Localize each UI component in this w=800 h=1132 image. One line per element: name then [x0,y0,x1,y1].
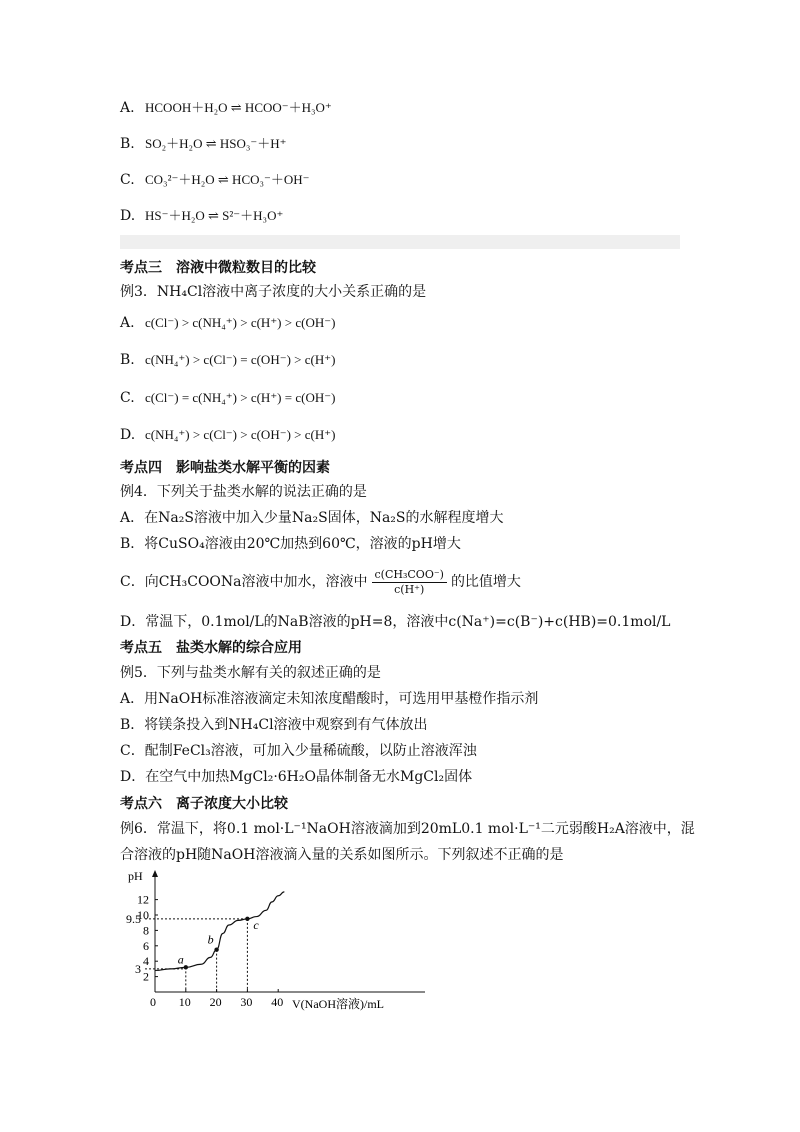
example3-question: 例3．NH₄Cl溶液中离子浓度的大小关系正确的是 [120,284,427,300]
example3-option-a-formula: c(Cl⁻) > c(NH₄⁺) > c(H⁺) > c(OH⁻) [145,315,336,330]
example4-option-c-suffix: 的比值增大 [450,574,521,590]
origin-label: 0 [150,995,156,1009]
x-axis-label: V(NaOH溶液)/mL [292,997,384,1011]
y-tick-label: 8 [143,923,149,938]
y-special-label: 3 [135,961,141,976]
concentration-ratio-fraction [372,568,447,597]
q2-option-b-formula: SO₂＋H₂O ⇌ HSO₃⁻＋H⁺ [145,136,287,151]
section6-heading: 考点六 离子浓度大小比较 [120,796,288,812]
y-tick-label: 2 [143,969,149,984]
titration-curve-chart [120,868,440,1018]
example6-question-line1: 例6．常温下，将0.1 mol·L⁻¹NaOH溶液滴加到20mL0.1 mol·L⁻¹二元弱酸H₂A溶液中，混 [120,821,695,837]
example3-option-c-formula: c(Cl⁻) = c(NH₄⁺) > c(H⁺) = c(OH⁻) [145,390,336,405]
fraction-denominator: c(H⁺) [394,582,425,596]
example3-option-d-formula: c(NH₄⁺) > c(Cl⁻) > c(OH⁻) > c(H⁺) [145,427,336,442]
point-label-c: c [253,917,259,932]
example3-option-c-letter: C. [120,390,135,406]
example3-option-a-letter: A. [120,315,135,331]
section5-heading: 考点五 盐类水解的综合应用 [120,640,302,656]
y-tick-label: 12 [137,892,149,907]
section3-heading: 考点三 溶液中微粒数目的比较 [120,260,316,276]
section-divider [120,235,680,249]
example5-option-b: B．将镁条投入到NH₄Cl溶液中观察到有气体放出 [120,717,428,733]
point-c [245,917,249,921]
point-label-b: b [207,932,214,947]
example3-option-b-letter: B. [120,352,135,368]
point-label-a: a [177,952,184,967]
fraction-numerator: c(CH₃COO⁻) [372,568,447,583]
example4-option-c-prefix: C．向CH₃COONa溶液中加水，溶液中 [120,574,368,590]
point-a [184,965,188,969]
example3-option-b-formula: c(NH₄⁺) > c(Cl⁻) = c(OH⁻) > c(H⁺) [145,352,336,367]
x-tick-label: 10 [178,995,191,1009]
y-tick-label: 6 [143,938,149,953]
y-special-label: 9.5 [126,911,141,926]
x-tick-label: 40 [271,995,284,1009]
example5-option-a: A．用NaOH标准溶液滴定未知浓度醋酸时，可选用甲基橙作指示剂 [120,691,539,707]
y-axis-arrow [152,870,158,877]
example4-option-c [120,562,521,602]
y-tick-label: 10 [137,908,149,922]
y-tick-label: 4 [143,954,149,969]
example4-question: 例4．下列关于盐类水解的说法正确的是 [120,484,367,500]
x-tick-label: 30 [240,995,253,1009]
example5-question: 例5．下列与盐类水解有关的叙述正确的是 [120,665,381,681]
q2-option-b-letter: B. [120,136,135,152]
example6-question-line2: 合溶液的pH随NaOH溶液滴入量的关系如图所示。下列叙述不正确的是 [120,847,564,863]
example4-option-a: A．在Na₂S溶液中加入少量Na₂S固体，Na₂S的水解程度增大 [120,510,504,526]
point-b [214,947,218,951]
example5-option-c: C．配制FeCl₃溶液，可加入少量稀硫酸，以防止溶液浑浊 [120,743,477,759]
q2-option-d-letter: D. [120,208,136,224]
dashed-guides [145,919,247,992]
y-ticks [126,893,158,984]
q2-option-a-letter: A. [120,100,135,116]
q2-option-a-formula: HCOOH＋H₂O ⇌ HCOO⁻＋H₃O⁺ [145,100,332,115]
y-axis-label: pH [128,869,143,883]
x-tick-label: 20 [209,995,222,1009]
q2-option-c-letter: C. [120,172,135,188]
example4-option-b: B．将CuSO₄溶液由20℃加热到60℃，溶液的pH增大 [120,536,461,552]
example3-option-d-letter: D. [120,427,136,443]
q2-option-d-formula: HS⁻＋H₂O ⇌ S²⁻＋H₃O⁺ [145,208,284,223]
chart-axes [152,870,425,992]
example4-option-d: D．常温下，0.1mol/L的NaB溶液的pH=8，溶液中c(Na⁺)=c(B⁻)+c(HB)=0.1mol/L [120,614,671,630]
example5-option-d: D．在空气中加热MgCl₂·6H₂O晶体制备无水MgCl₂固体 [120,769,473,785]
section4-heading: 考点四 影响盐类水解平衡的因素 [120,460,330,476]
ph-curve [155,892,284,971]
q2-option-c-formula: CO₃²⁻＋H₂O ⇌ HCO₃⁻＋OH⁻ [145,172,310,187]
